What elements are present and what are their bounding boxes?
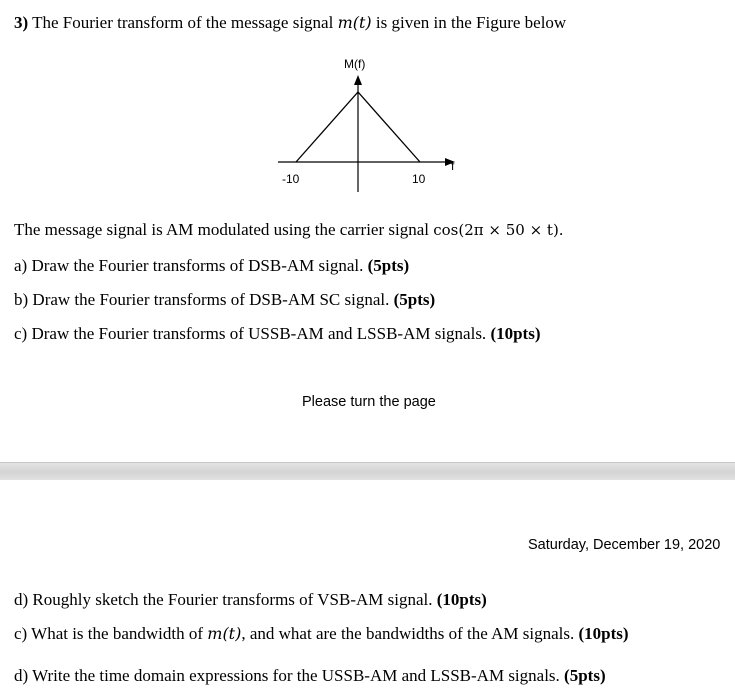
spectrum-plot [270, 52, 470, 197]
question-intro: The Fourier transform of the message signal [32, 13, 334, 32]
part-b-points: (5pts) [393, 290, 436, 309]
page-separator [0, 462, 735, 482]
question-intro-tail: is given in the Figure below [375, 13, 567, 32]
part-d-vsb-points: (10pts) [436, 590, 487, 609]
part-c-bandwidth-pre: c) What is the bandwidth of [14, 624, 204, 643]
part-c-bandwidth-points: (10pts) [578, 624, 629, 643]
part-c [14, 324, 541, 344]
part-c-bandwidth [14, 624, 629, 644]
part-a-points: (5pts) [367, 256, 410, 275]
part-c-points: (10pts) [490, 324, 541, 343]
m-axis-arrowhead [354, 75, 362, 85]
part-d-time-domain [14, 666, 606, 686]
x-axis-label: f [451, 159, 455, 173]
part-b [14, 290, 435, 310]
date-label: Saturday, December 19, 2020 [528, 537, 721, 553]
turn-page-note: Please turn the page [302, 394, 436, 410]
carrier-text: The message signal is AM modulated using the carrier signal [14, 220, 429, 239]
tick-label-right: 10 [412, 172, 426, 186]
document-page-2 [0, 480, 735, 697]
part-d-time-domain-text: d) Write the time domain expressions for the USSB-AM and LSSB-AM signals. [14, 666, 560, 685]
spectrum-figure [270, 52, 470, 197]
part-d-vsb [14, 590, 487, 610]
carrier-expression: cos(2π × 50 × t). [433, 221, 564, 239]
part-a [14, 256, 409, 276]
tick-label-left: -10 [282, 172, 300, 186]
part-c-text: c) Draw the Fourier transforms of USSB-AM and LSSB-AM signals. [14, 324, 487, 343]
y-axis-label: M(f) [344, 57, 366, 71]
part-c-bandwidth-post: , and what are the bandwidths of the AM signals. [241, 624, 575, 643]
carrier-sentence [14, 220, 564, 240]
part-d-time-domain-points: (5pts) [564, 666, 606, 685]
part-b-text: b) Draw the Fourier transforms of DSB-AM SC signal. [14, 290, 390, 309]
part-d-vsb-text: d) Roughly sketch the Fourier transforms of VSB-AM signal. [14, 590, 433, 609]
question-number: 3) [14, 13, 29, 32]
question-3-heading [14, 13, 566, 33]
part-c-bandwidth-symbol: m(t) [207, 624, 242, 643]
signal-symbol: m(t) [337, 13, 372, 32]
part-a-text: a) Draw the Fourier transforms of DSB-AM signal. [14, 256, 364, 275]
